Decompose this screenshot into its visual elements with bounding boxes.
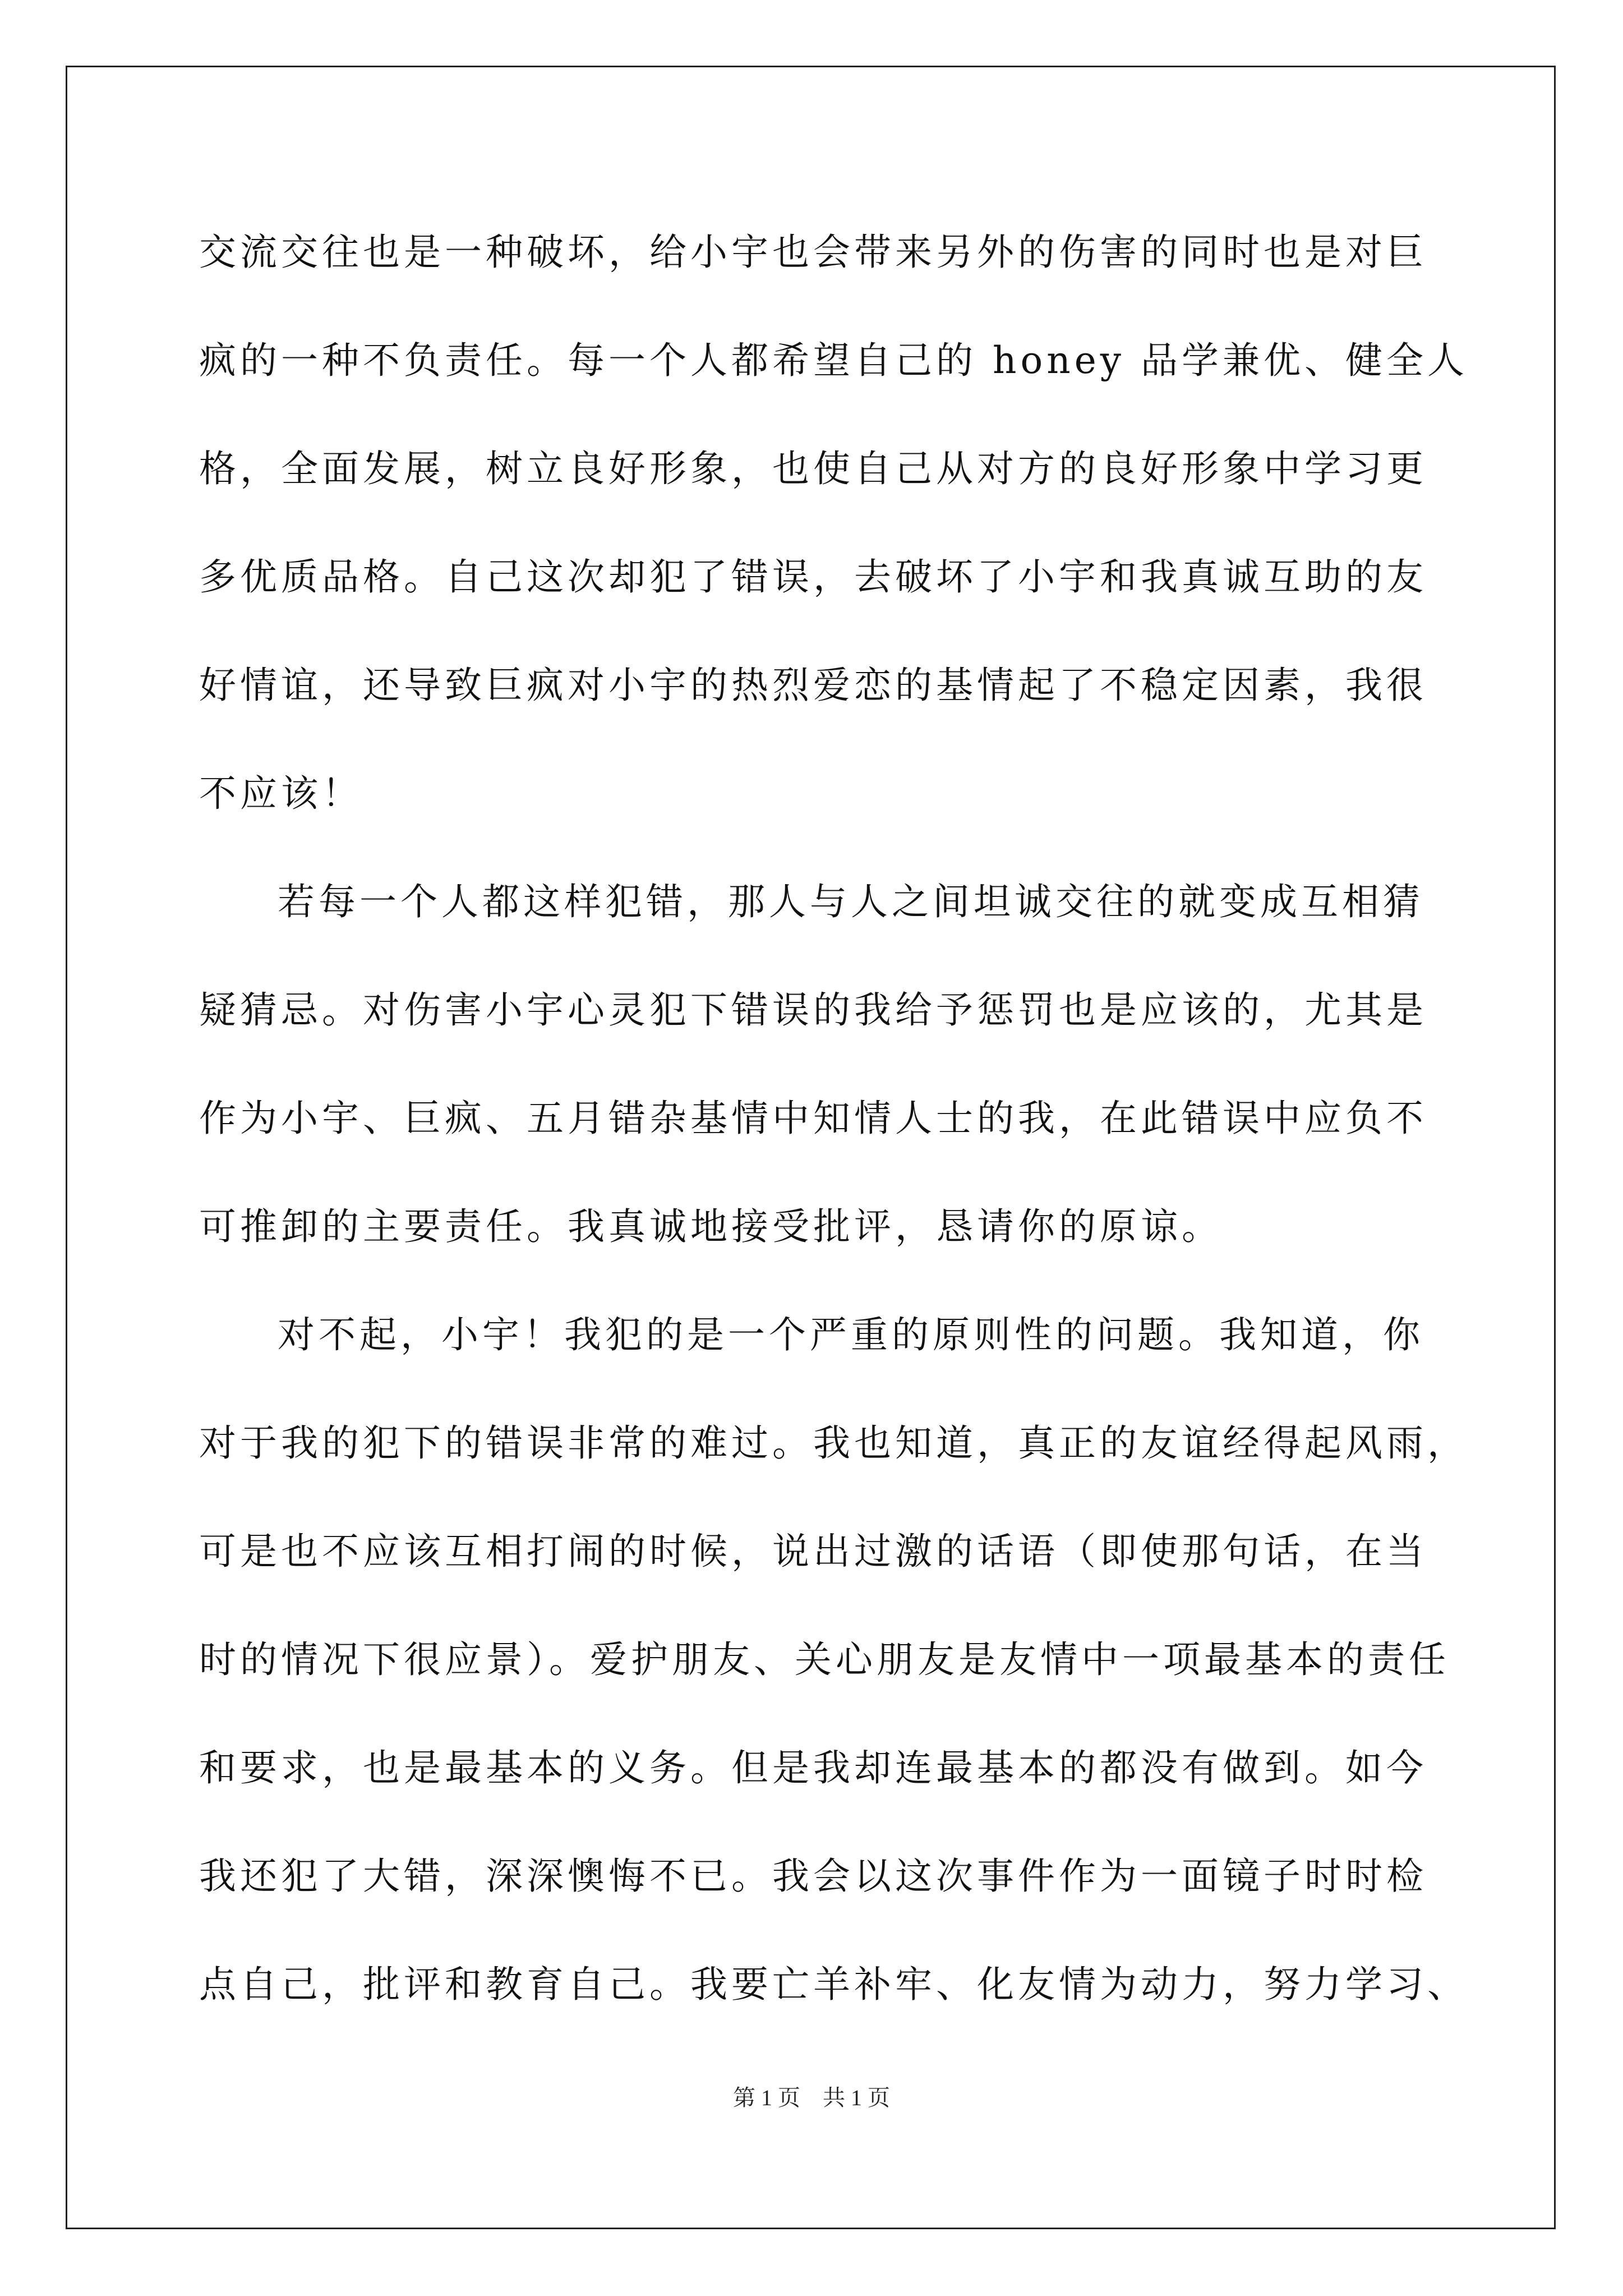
document-body <box>199 208 1469 2048</box>
text-line: 可是也不应该互相打闹的时候，说出过激的话语（即使那句话，在当 <box>199 1530 1427 1573</box>
text-line: 好情谊，还导致巨疯对小宇的热烈爱恋的基情起了不稳定因素，我很 <box>199 664 1427 707</box>
text-line: 疑猜忌。对伤害小宇心灵犯下错误的我给予惩罚也是应该的，尤其是 <box>199 988 1427 1032</box>
page-footer <box>0 2081 1623 2115</box>
text-line: 不应该！ <box>199 772 363 815</box>
text-line: 可推卸的主要责任。我真诚地接受批评，恳请你的原谅。 <box>199 1205 1223 1248</box>
text-line: 时的情况下很应景）。爱护朋友、关心朋友是友情中一项最基本的责任 <box>199 1638 1450 1681</box>
page-number: 第 1 页 <box>733 2085 800 2110</box>
text-line: 疯的一种不负责任。每一个人都希望自己的 honey 品学兼优、健全人 <box>199 339 1469 382</box>
text-line: 对于我的犯下的错误非常的难过。我也知道，真正的友谊经得起风雨， <box>199 1421 1468 1465</box>
text-line: 和要求，也是最基本的义务。但是我却连最基本的都没有做到。如今 <box>199 1746 1427 1789</box>
text-line: 多优质品格。自己这次却犯了错误，去破坏了小宇和我真诚互助的友 <box>199 555 1427 599</box>
text-line: 交流交往也是一种破坏，给小宇也会带来另外的伤害的同时也是对巨 <box>199 231 1427 274</box>
text-line: 点自己，批评和教育自己。我要亡羊补牢、化友情为动力，努力学习、 <box>199 1963 1468 2006</box>
text-line: 作为小宇、巨疯、五月错杂基情中知情人士的我，在此错误中应负不 <box>199 1097 1427 1140</box>
paragraph-first-line: 对不起，小宇！我犯的是一个严重的原则性的问题。我知道，你 <box>278 1313 1424 1356</box>
text-line: 格，全面发展，树立良好形象，也使自己从对方的良好形象中学习更 <box>199 447 1427 490</box>
text-line: 我还犯了大错，深深懊悔不已。我会以这次事件作为一面镜子时时检 <box>199 1855 1427 1898</box>
paragraph-first-line: 若每一个人都这样犯错，那人与人之间坦诚交往的就变成互相猜 <box>278 880 1424 923</box>
page-total: 共 1 页 <box>823 2085 890 2110</box>
